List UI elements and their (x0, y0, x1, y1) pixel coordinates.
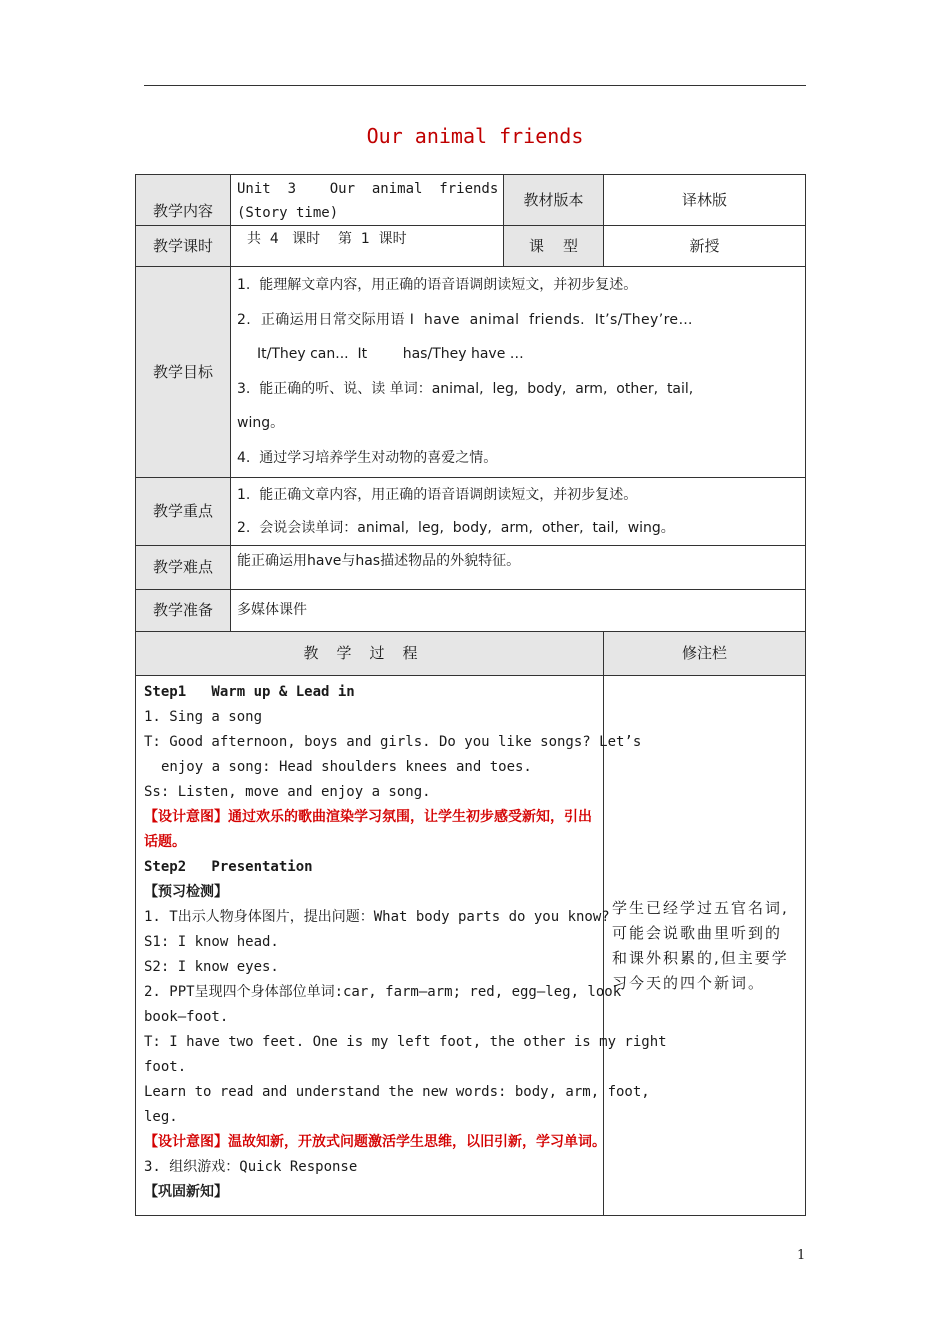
process-line: 1. T出示人物身体图片，提出问题：What body parts do you know? (144, 909, 610, 925)
process-line: 2. PPT呈现四个身体部位单词:car, farm—arm; red, egg—leg, look (144, 984, 622, 1000)
lesson-plan-table (135, 174, 806, 1216)
row-period (136, 226, 806, 267)
process-line: enjoy a song: Head shoulders knees and toes. (161, 759, 532, 775)
process-line: 【巩固新知】 (144, 1184, 228, 1200)
row-process-body (136, 676, 806, 1216)
value-goals (231, 267, 806, 478)
process-line: book—foot. (144, 1009, 229, 1025)
process-line: leg. (144, 1109, 178, 1125)
process-line: Ss: Listen, move and enjoy a song. (144, 784, 431, 800)
value-key-points (231, 478, 806, 546)
process-line: S2: I know eyes. (144, 959, 279, 975)
label-preparation: 教学准备 (136, 590, 231, 632)
label-period: 教学课时 (136, 226, 231, 267)
row-process-header (136, 632, 806, 676)
process-line: T: Good afternoon, boys and girls. Do you like songs? Let’s (144, 734, 642, 750)
process-line: Step1 Warm up & Lead in (144, 684, 355, 700)
label-edition: 教材版本 (504, 175, 604, 226)
row-goals (136, 267, 806, 478)
process-line: 1. Sing a song (144, 709, 263, 725)
process-line: 【设计意图】通过欢乐的歌曲渲染学习氛围，让学生初步感受新知，引出 (144, 809, 592, 825)
process-line: 【预习检测】 (144, 884, 228, 900)
process-note: 学生已经学过五官名词,可能会说歌曲里听到的和课外积累的,但主要学习今天的四个新词。 (604, 676, 806, 1216)
row-key-points (136, 478, 806, 546)
key-point-item: 2. 会说会读单词：animal, leg, body, arm, other, tail, wing。 (237, 520, 675, 536)
goal-item: 3. 能正确的听、说、读 单词：animal, leg, body, arm, other, tail, (237, 380, 694, 397)
label-difficulty: 教学难点 (136, 546, 231, 590)
label-type (504, 226, 604, 267)
row-preparation (136, 590, 806, 632)
process-content (136, 676, 667, 1216)
content-line-1: Unit 3 Our animal friends (237, 181, 499, 197)
process-line: Learn to read and understand the new words: body, arm, foot, (144, 1084, 650, 1100)
notes-header: 修注栏 (604, 632, 806, 676)
process-line: 话题。 (144, 834, 186, 850)
type-label-text: 课 型 (528, 236, 579, 255)
value-preparation: 多媒体课件 (231, 590, 806, 632)
page-number: 1 (797, 1248, 806, 1263)
process-line: Step2 Presentation (144, 859, 313, 875)
process-header: 教学过程 (136, 632, 604, 676)
goal-item: wing。 (237, 415, 285, 431)
process-line: T: I have two feet. One is my left foot, the other is my right (144, 1034, 667, 1050)
label-goals: 教学目标 (136, 267, 231, 478)
process-line: 【设计意图】温故知新，开放式问题激活学生思维，以旧引新，学习单词。 (144, 1134, 606, 1150)
label-key-points: 教学重点 (136, 478, 231, 546)
label-content: 教学内容 (136, 175, 231, 226)
value-type: 新授 (604, 226, 806, 267)
goal-item: It/They can... It has/They have … (257, 346, 524, 362)
value-difficulty: 能正确运用have与has描述物品的外貌特征。 (231, 546, 806, 590)
process-line: 3. 组织游戏：Quick Response (144, 1159, 358, 1175)
row-content (136, 175, 806, 226)
process-line: foot. (144, 1059, 187, 1075)
value-period (231, 226, 504, 267)
goal-item: 1. 能理解文章内容，用正确的语音语调朗读短文，并初步复述。 (237, 277, 638, 293)
header-rule (144, 85, 806, 86)
value-edition: 译林版 (604, 175, 806, 226)
goal-item: 4. 通过学习培养学生对动物的喜爱之情。 (237, 449, 498, 466)
key-point-item: 1. 能正确文章内容，用正确的语音语调朗读短文，并初步复述。 (237, 487, 638, 503)
content-line-2: (Story time) (237, 205, 339, 221)
goal-item: 2. 正确运用日常交际用语 I have animal friends. It’s/They’re… (237, 311, 693, 328)
row-difficulty (136, 546, 806, 590)
value-content (231, 175, 504, 226)
process-line: S1: I know head. (144, 934, 279, 950)
period-text: 共 4 课时 第 1 课时 (247, 231, 407, 247)
document-title: Our animal friends (366, 124, 584, 148)
